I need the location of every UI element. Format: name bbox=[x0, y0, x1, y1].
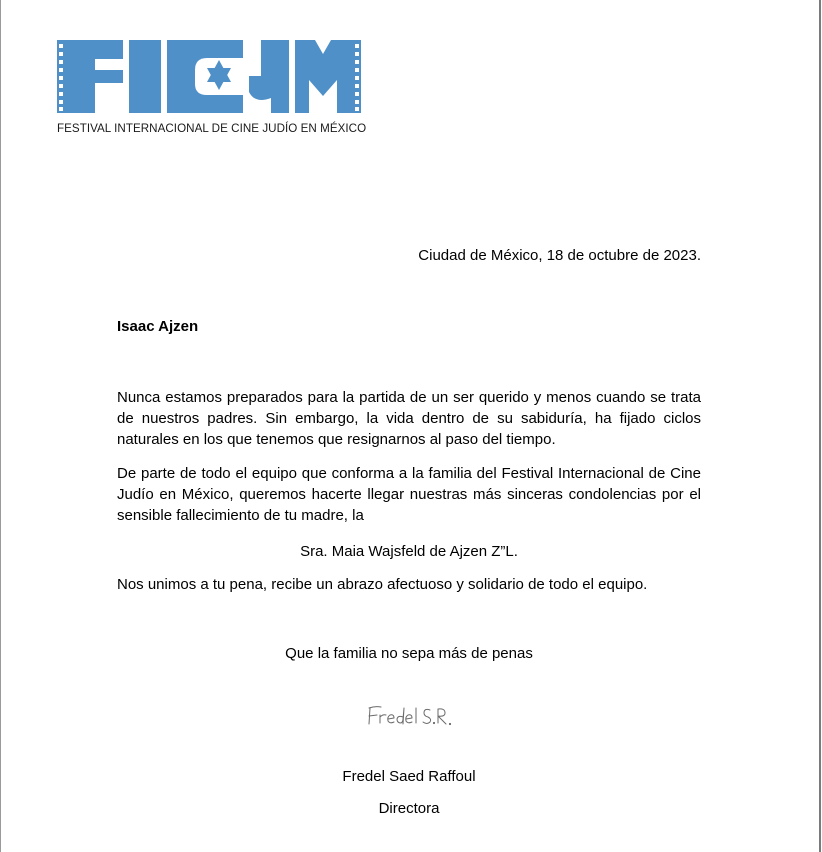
signer-title: Directora bbox=[378, 800, 440, 817]
handwritten-signature bbox=[363, 702, 459, 734]
ficjm-logo bbox=[57, 40, 367, 140]
signer-name: Fredel Saed Raffoul bbox=[342, 768, 476, 785]
signature-strokes bbox=[363, 702, 459, 734]
letter-date: Ciudad de México, 18 de octubre de 2023. bbox=[418, 247, 701, 264]
paragraph-condolence-message: De parte de todo el equipo que conforma a la familia del Festival Internacional de Cine Judío en México, queremos hacerte llegar nuestras más sinceras condolencias por el sensible fallecimiento de tu madre, la bbox=[117, 465, 701, 524]
logo-organization-name: FESTIVAL INTERNACIONAL DE CINE JUDÍO EN MÉXICO bbox=[57, 122, 367, 135]
page-edge-right bbox=[819, 0, 821, 852]
farewell-line: Que la familia no sepa más de penas bbox=[285, 645, 533, 662]
deceased-name: Sra. Maia Wajsfeld de Ajzen Z”L. bbox=[300, 543, 518, 560]
paragraph-condolence-intro: Nunca estamos preparados para la partida de un ser querido y menos cuando se trata de nuestros padres. Sin embargo, la vida dentro de su sabiduría, ha fijado ciclos naturales en los que tenemos que resignarnos al paso del tiempo. bbox=[117, 389, 701, 448]
ficjm-logo-mark bbox=[57, 40, 361, 120]
closing-sentence: Nos unimos a tu pena, recibe un abrazo afectuoso y solidario de todo el equipo. bbox=[117, 576, 648, 593]
page-edge-left bbox=[0, 0, 1, 852]
recipient-name: Isaac Ajzen bbox=[117, 318, 199, 335]
